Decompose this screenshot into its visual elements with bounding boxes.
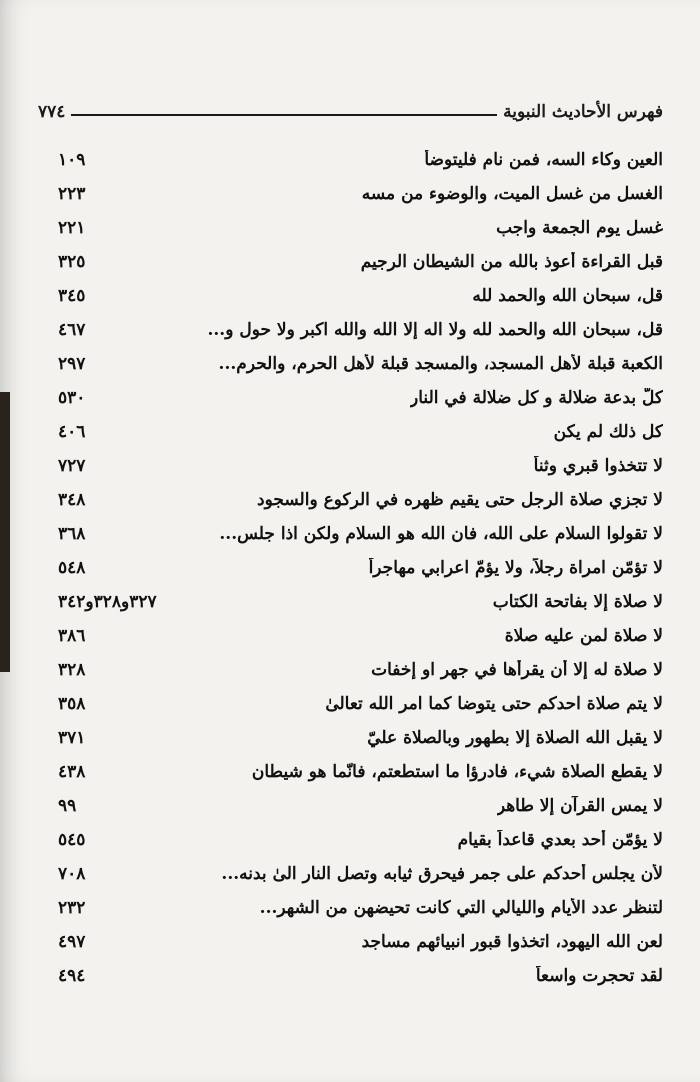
hadith-text: لأن يجلس أحدكم على جمر فيحرق ثيابه وتصل النار الىٰ بدنه...: [221, 864, 663, 884]
page-reference: ٣٨٦: [58, 626, 86, 646]
hadith-text: لا يمس القرآن إلا طاهر: [496, 796, 663, 816]
index-entry: [58, 143, 663, 177]
hadith-text: لا يقطع الصلاة شيء، فادرؤا ما استطعتم، فانّما هو شيطان: [251, 762, 663, 782]
page-reference: ٧٠٨: [58, 864, 86, 884]
hadith-text: لا يتم صلاة احدكم حتى يتوضا كما امر الله تعالىٰ: [325, 694, 663, 714]
page-reference: ٤٠٦: [58, 422, 86, 442]
hadith-text: الغسل من غسل الميت، والوضوء من مسه: [361, 184, 663, 204]
hadith-text: لا صلاة لمن عليه صلاة: [504, 626, 663, 646]
page-header: [38, 88, 663, 122]
page-reference: ٥٤٥: [58, 830, 86, 850]
hadith-text: لا يقبل الله الصلاة إلا بطهور وبالصلاة عليّ: [367, 728, 663, 748]
hadith-index-list: [58, 143, 663, 993]
page-reference: ٢٢٣: [58, 184, 86, 204]
hadith-text: لا تجزي صلاة الرجل حتى يقيم ظهره في الركوع والسجود: [257, 490, 663, 510]
page-reference: ٣٢٧و٣٢٨و٣٤٢: [58, 592, 157, 612]
index-entry: [58, 313, 663, 347]
hadith-text: قبل القراءة أعوذ بالله من الشيطان الرجيم: [360, 252, 663, 272]
hadith-text: لا تقولوا السلام على الله، فان الله هو السلام ولكن اذا جلس...: [219, 524, 663, 544]
index-entry: [58, 823, 663, 857]
index-entry: [58, 517, 663, 551]
hadith-text: لعن الله اليهود، اتخذوا قبور انبيائهم مساجد: [361, 932, 663, 952]
index-entry: [58, 687, 663, 721]
hadith-text: غسل يوم الجمعة واجب: [496, 218, 663, 238]
book-spine-shadow: [0, 392, 10, 672]
page-reference: ٣٢٥: [58, 252, 86, 272]
page-reference: ٥٣٠: [58, 388, 86, 408]
page-reference: ٣٢٨: [58, 660, 86, 680]
page-number: ٧٧٤: [38, 102, 66, 122]
hadith-text: كلّ بدعة ضلالة و كل ضلالة في النار: [410, 388, 663, 408]
hadith-text: الكعبة قبلة لأهل المسجد، والمسجد قبلة لأهل الحرم، والحرم...: [218, 354, 663, 374]
index-entry: [58, 415, 663, 449]
page-reference: ٣٤٨: [58, 490, 86, 510]
index-entry: [58, 925, 663, 959]
page-reference: ٤٦٧: [58, 320, 86, 340]
page-reference: ٣٥٨: [58, 694, 86, 714]
index-entry: [58, 279, 663, 313]
index-entry: [58, 653, 663, 687]
index-entry: [58, 619, 663, 653]
index-entry: [58, 755, 663, 789]
hadith-text: لا صلاة إلا بفاتحة الكتاب: [492, 592, 663, 612]
page-reference: ٣٧١: [58, 728, 86, 748]
index-entry: [58, 585, 663, 619]
index-entry: [58, 551, 663, 585]
header-rule: [71, 114, 497, 116]
hadith-text: العين وكاء السه، فمن نام فليتوضأ: [424, 150, 663, 170]
page-reference: ٤٣٨: [58, 762, 86, 782]
index-entry: [58, 211, 663, 245]
hadith-text: قل، سبحان الله والحمد لله: [472, 286, 663, 306]
page-reference: ٤٩٧: [58, 932, 86, 952]
page-reference: ٢٩٧: [58, 354, 86, 374]
index-entry: [58, 789, 663, 823]
index-entry: [58, 245, 663, 279]
page-reference: ٥٤٨: [58, 558, 86, 578]
index-entry: [58, 857, 663, 891]
page-reference: ٣٤٥: [58, 286, 86, 306]
hadith-text: قل، سبحان الله والحمد لله ولا اله إلا الله والله اكبر ولا حول و...: [207, 320, 663, 340]
page-reference: ٣٦٨: [58, 524, 86, 544]
page-reference: ٢٢١: [58, 218, 86, 238]
page-reference: ٢٣٢: [58, 898, 86, 918]
index-entry: [58, 381, 663, 415]
hadith-text: كل ذلك لم يكن: [553, 422, 663, 442]
hadith-text: لتنظر عدد الأيام والليالي التي كانت تحيضهن من الشهر...: [259, 898, 663, 918]
hadith-text: لا يؤمّن أحد بعدي قاعداً بقيام: [457, 830, 663, 850]
page-reference: ٩٩: [58, 796, 77, 816]
index-entry: [58, 483, 663, 517]
page-reference: ١٠٩: [58, 150, 86, 170]
index-entry: [58, 177, 663, 211]
index-entry: [58, 721, 663, 755]
index-entry: [58, 959, 663, 993]
page-reference: ٧٢٧: [58, 456, 86, 476]
index-entry: [58, 891, 663, 925]
hadith-text: لقد تحجرت واسعاً: [535, 966, 663, 986]
page-title: فهرس الأحاديث النبوية: [503, 102, 663, 122]
hadith-text: لا صلاة له إلا أن يقرأها في جهر او إخفات: [371, 660, 663, 680]
page-reference: ٤٩٤: [58, 966, 86, 986]
hadith-text: لا تؤمّن امراة رجلاً، ولا يؤمّ اعرابي مهاجراً: [368, 558, 663, 578]
hadith-text: لا تتخذوا قبري وثناً: [533, 456, 663, 476]
index-entry: [58, 449, 663, 483]
index-entry: [58, 347, 663, 381]
